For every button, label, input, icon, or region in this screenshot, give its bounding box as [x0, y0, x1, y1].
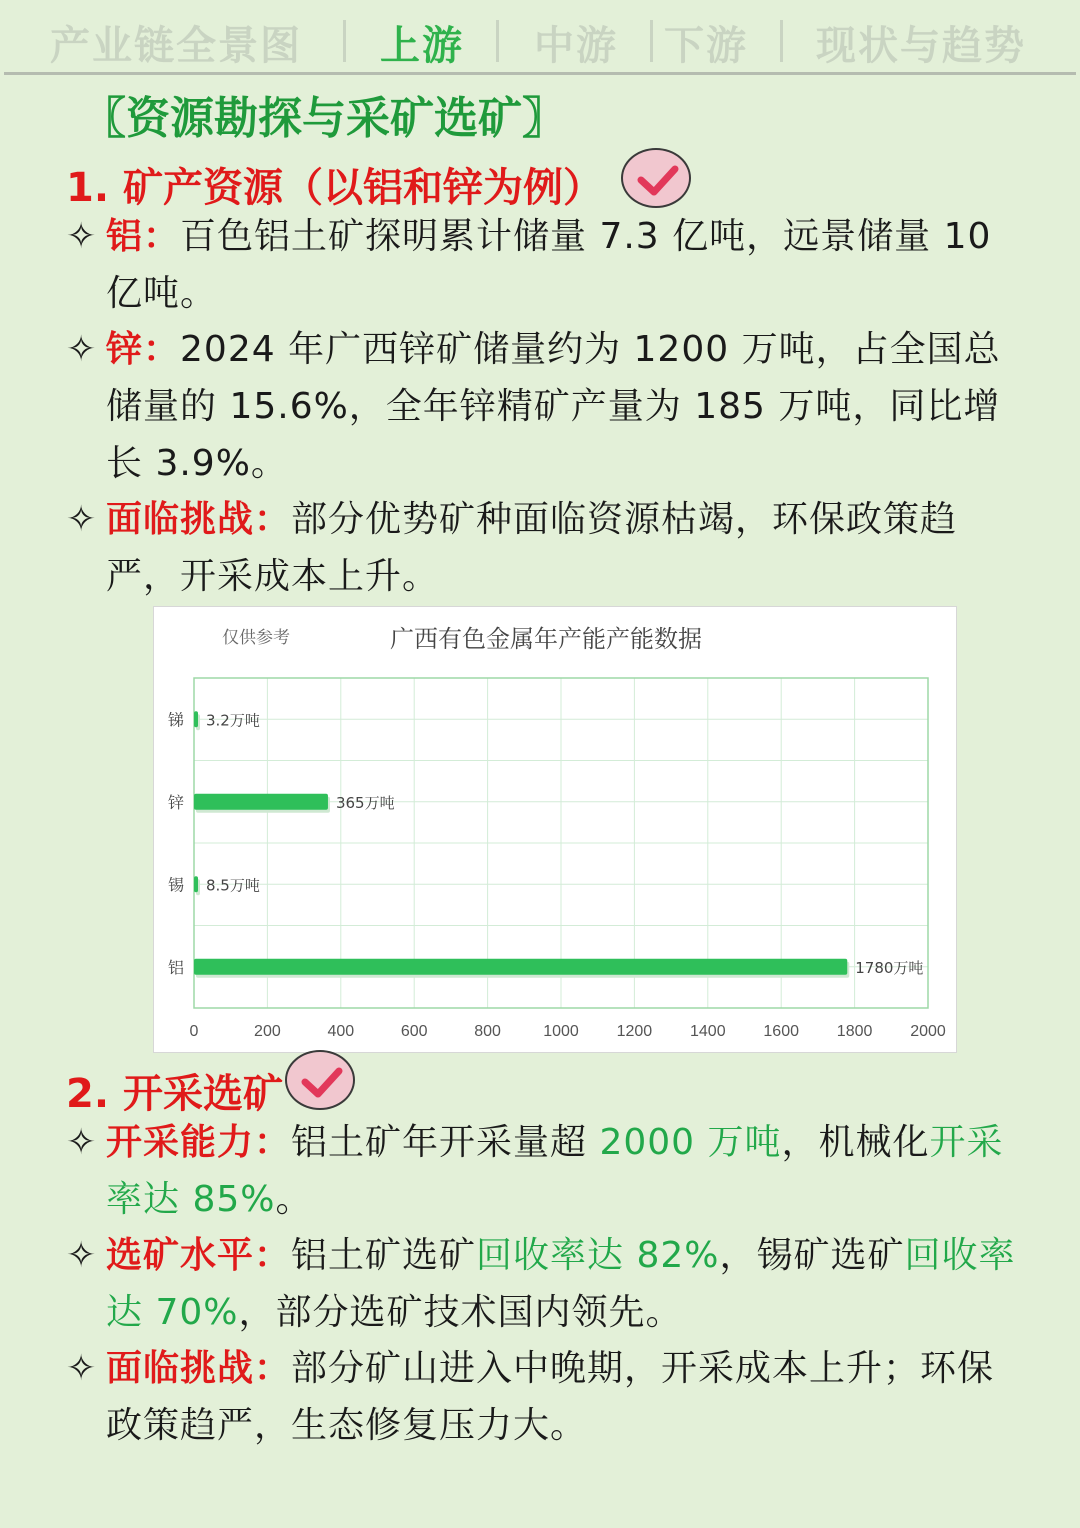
- category-label: 锡: [167, 875, 184, 895]
- x-tick-label: 2000: [910, 1023, 946, 1040]
- bullet-challenges-2: [66, 1340, 1018, 1454]
- bar: [194, 876, 198, 892]
- chart-note: 仅供参考: [222, 628, 290, 648]
- bar: [194, 959, 847, 975]
- bullet-label: 铝：: [106, 216, 181, 257]
- bar: [194, 794, 328, 810]
- data-label: 3.2万吨: [206, 711, 260, 730]
- capacity-chart: [153, 606, 957, 1053]
- tab-upstream[interactable]: 上游: [380, 23, 464, 69]
- sparkle-icon: ✧: [66, 1348, 98, 1389]
- bullet-mining-capacity: [66, 1114, 1018, 1228]
- sparkle-icon: ✧: [66, 216, 98, 257]
- checkmark-icon: [285, 1050, 355, 1110]
- x-tick-label: 400: [327, 1023, 355, 1040]
- sparkle-icon: ✧: [66, 499, 98, 540]
- bullet-highlight: 开采率达 85%: [106, 1122, 1004, 1220]
- x-tick-label: 1400: [690, 1023, 726, 1040]
- chart-plot: [154, 607, 958, 1054]
- chart-title: 广西有色金属年产能产能数据: [390, 625, 702, 653]
- bar: [194, 711, 198, 727]
- bullet-highlight: 2000 万吨: [599, 1122, 782, 1163]
- tab-midstream[interactable]: 中游: [534, 23, 618, 69]
- bullet-challenges: [66, 491, 1018, 605]
- bullet-label: 选矿水平：: [106, 1235, 292, 1276]
- x-tick-label: 1800: [836, 1023, 873, 1040]
- sparkle-icon: ✧: [66, 1235, 98, 1276]
- bullet-text: ，部分选矿技术国内领先。: [238, 1292, 683, 1333]
- bullet-label: 开采能力：: [106, 1122, 292, 1163]
- tab-divider: [650, 20, 653, 62]
- bullet-text: 铝土矿年开采量超: [291, 1122, 600, 1163]
- x-tick-label: 800: [474, 1023, 501, 1040]
- bullet-text: 铝土矿选矿: [291, 1235, 477, 1276]
- tab-divider: [496, 20, 499, 62]
- tab-status-trends[interactable]: 现状与趋势: [816, 23, 1026, 69]
- bullet-highlight: 回收率达 70%: [106, 1235, 1016, 1333]
- tab-downstream[interactable]: 下游: [664, 23, 748, 69]
- section-title: 〖资源勘探与采矿选矿〗: [82, 93, 566, 144]
- x-tick-label: 1600: [763, 1023, 799, 1040]
- bullet-processing-level: [66, 1227, 1018, 1341]
- bullet-aluminum: [66, 208, 1018, 322]
- tab-divider: [780, 20, 783, 62]
- bullet-zinc: [66, 321, 1018, 492]
- bullet-highlight: 回收率达 82%: [476, 1235, 720, 1276]
- heading-mineral-resources: 1. 矿产资源（以铝和锌为例）: [66, 165, 603, 211]
- x-tick-label: 600: [400, 1023, 428, 1040]
- bullet-label: 锌：: [106, 329, 181, 370]
- tab-divider: [343, 20, 346, 62]
- category-label: 铝: [167, 957, 184, 977]
- sparkle-icon: ✧: [66, 329, 98, 370]
- bullet-text: ，锡矿选矿: [719, 1235, 905, 1276]
- bullet-label: 面临挑战：: [106, 1348, 292, 1389]
- checkmark-icon: [621, 148, 691, 208]
- tab-overview[interactable]: 产业链全景图: [50, 23, 302, 69]
- bullet-text: ，机械化: [781, 1122, 930, 1163]
- data-label: 8.5万吨: [206, 876, 260, 895]
- data-label: 365万吨: [335, 793, 395, 812]
- category-label: 锑: [167, 710, 184, 730]
- top-navigation: [0, 0, 1080, 74]
- bullet-text: 部分矿山进入中晚期，开采成本上升；环保政策趋严，生态修复压力大。: [106, 1348, 995, 1446]
- x-tick-label: 1200: [616, 1023, 653, 1040]
- bullet-text: 2024 年广西锌矿储量约为 1200 万吨，占全国总储量的 15.6%，全年锌精矿产量为 185 万吨，同比增长 3.9%。: [106, 329, 1001, 484]
- sparkle-icon: ✧: [66, 1122, 98, 1163]
- nav-underline: [4, 72, 1076, 75]
- bullet-text: 。: [275, 1179, 313, 1220]
- x-tick-label: 0: [189, 1023, 199, 1040]
- bullet-label: 面临挑战：: [106, 499, 292, 540]
- heading-mining-processing: 2. 开采选矿: [66, 1071, 283, 1117]
- category-label: 锌: [167, 792, 184, 812]
- x-tick-label: 200: [254, 1023, 281, 1040]
- data-label: 1780万吨: [855, 958, 924, 977]
- bullet-text: 部分优势矿种面临资源枯竭，环保政策趋严，开采成本上升。: [106, 499, 958, 597]
- x-tick-label: 1000: [543, 1023, 579, 1040]
- bullet-text: 百色铝土矿探明累计储量 7.3 亿吨，远景储量 10 亿吨。: [106, 216, 992, 314]
